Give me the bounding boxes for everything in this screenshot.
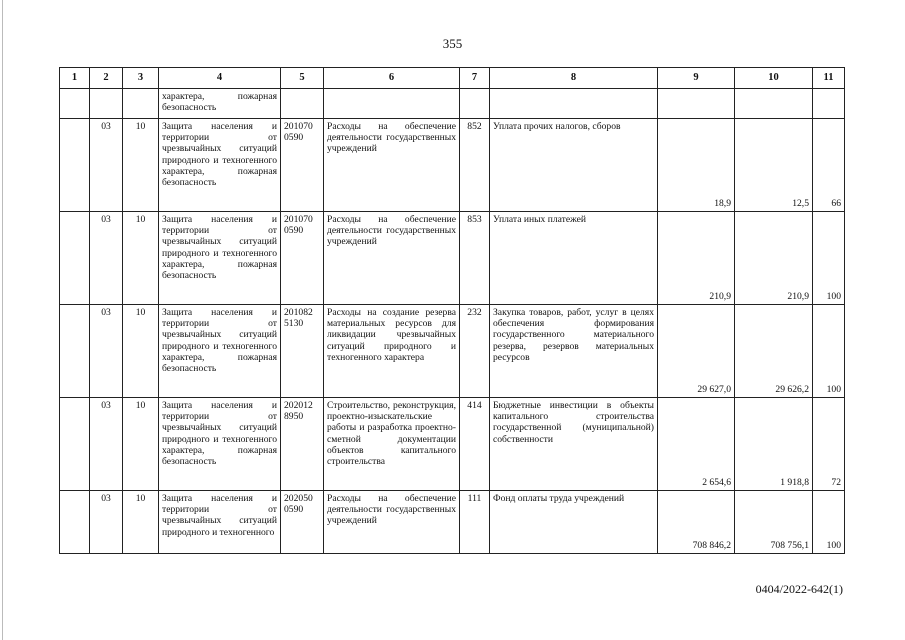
cell-subsection: 10 [123, 305, 159, 398]
col-header-2: 2 [90, 68, 123, 89]
cell-target-name: Расходы на создание резерва материальных ресурсов для ликвидации чрезвычайных ситуаций природного и техногенного характера [324, 305, 460, 398]
cell-plan-amount: 708 846,2 [658, 491, 735, 554]
table-row [60, 398, 845, 491]
cell-plan-amount: 210,9 [658, 212, 735, 305]
cell-subsection: 10 [123, 398, 159, 491]
cell-subsection: 10 [123, 491, 159, 554]
header-row [60, 68, 845, 89]
cell-c4: характера, пожарная безопасность [159, 89, 281, 119]
col-header-10: 10 [735, 68, 813, 89]
scan-edge-line [2, 0, 3, 640]
cell-section-name: Защита населения и территории от чрезвычайных ситуаций природного и техногенного характера, пожарная безопасность [159, 119, 281, 212]
cell-section-name: Защита населения и территории от чрезвычайных ситуаций природного и техногенного характера, пожарная безопасность [159, 305, 281, 398]
cell-actual-amount: 708 756,1 [735, 491, 813, 554]
cell-c10 [735, 89, 813, 119]
cell-c1 [60, 491, 90, 554]
cell-expense-type: 852 [460, 119, 490, 212]
cell-plan-amount: 18,9 [658, 119, 735, 212]
page-number: 355 [442, 36, 463, 51]
cell-c1 [60, 212, 90, 305]
cell-percent: 100 [813, 491, 845, 554]
col-header-1: 1 [60, 68, 90, 89]
col-header-7: 7 [460, 68, 490, 89]
cell-expense-type: 853 [460, 212, 490, 305]
cell-expense-name: Закупка товаров, работ, услуг в целях обеспечения формирования государственного материального резерва, резервов материальных ресурсов [490, 305, 658, 398]
cell-expense-name: Уплата прочих налогов, сборов [490, 119, 658, 212]
table-row [60, 305, 845, 398]
cell-expense-type: 232 [460, 305, 490, 398]
cell-section: 03 [90, 119, 123, 212]
cell-c1 [60, 89, 90, 119]
cell-section: 03 [90, 305, 123, 398]
cell-percent: 66 [813, 119, 845, 212]
cell-expense-type: 111 [460, 491, 490, 554]
cell-c6 [324, 89, 460, 119]
cell-expense-type: 414 [460, 398, 490, 491]
table-row-continuation [60, 89, 845, 119]
cell-subsection: 10 [123, 119, 159, 212]
cell-actual-amount: 1 918,8 [735, 398, 813, 491]
col-header-6: 6 [324, 68, 460, 89]
cell-c11 [813, 89, 845, 119]
cell-section: 03 [90, 398, 123, 491]
cell-c1 [60, 398, 90, 491]
cell-target-name: Расходы на обеспечение деятельности государственных учреждений [324, 491, 460, 554]
budget-table [59, 67, 845, 554]
cell-c8 [490, 89, 658, 119]
cell-section: 03 [90, 212, 123, 305]
cell-target-code: 201070 0590 [281, 119, 324, 212]
table-row [60, 491, 845, 554]
cell-target-name: Расходы на обеспечение деятельности государственных учреждений [324, 212, 460, 305]
cell-expense-name: Бюджетные инвестиции в объекты капитального строительства государственной (муниципальной) собственности [490, 398, 658, 491]
cell-target-code: 202012 8950 [281, 398, 324, 491]
col-header-5: 5 [281, 68, 324, 89]
cell-percent: 100 [813, 305, 845, 398]
cell-plan-amount: 29 627,0 [658, 305, 735, 398]
cell-percent: 72 [813, 398, 845, 491]
cell-c3 [123, 89, 159, 119]
cell-expense-name: Фонд оплаты труда учреждений [490, 491, 658, 554]
cell-expense-name: Уплата иных платежей [490, 212, 658, 305]
cell-c1 [60, 119, 90, 212]
cell-target-code: 201070 0590 [281, 212, 324, 305]
cell-c5 [281, 89, 324, 119]
cell-target-code: 202050 0590 [281, 491, 324, 554]
cell-section-name: Защита населения и территории от чрезвычайных ситуаций природного и техногенного характера, пожарная безопасность [159, 398, 281, 491]
cell-target-code: 201082 5130 [281, 305, 324, 398]
col-header-8: 8 [490, 68, 658, 89]
cell-c7 [460, 89, 490, 119]
col-header-4: 4 [159, 68, 281, 89]
cell-c1 [60, 305, 90, 398]
cell-target-name: Строительство, реконструкция, проектно-изыскательские работы и разработка проектно-сметной документации объектов капитального строительства [324, 398, 460, 491]
document-code: 0404/2022-642(1) [755, 582, 843, 596]
cell-section-name: Защита населения и территории от чрезвычайных ситуаций природного и техногенного [159, 491, 281, 554]
cell-actual-amount: 29 626,2 [735, 305, 813, 398]
cell-target-name: Расходы на обеспечение деятельности государственных учреждений [324, 119, 460, 212]
cell-percent: 100 [813, 212, 845, 305]
cell-actual-amount: 12,5 [735, 119, 813, 212]
cell-section-name: Защита населения и территории от чрезвычайных ситуаций природного и техногенного характера, пожарная безопасность [159, 212, 281, 305]
cell-c2 [90, 89, 123, 119]
col-header-9: 9 [658, 68, 735, 89]
table-row [60, 119, 845, 212]
col-header-11: 11 [813, 68, 845, 89]
cell-c9 [658, 89, 735, 119]
cell-plan-amount: 2 654,6 [658, 398, 735, 491]
cell-section: 03 [90, 491, 123, 554]
col-header-3: 3 [123, 68, 159, 89]
table-row [60, 212, 845, 305]
cell-actual-amount: 210,9 [735, 212, 813, 305]
cell-subsection: 10 [123, 212, 159, 305]
